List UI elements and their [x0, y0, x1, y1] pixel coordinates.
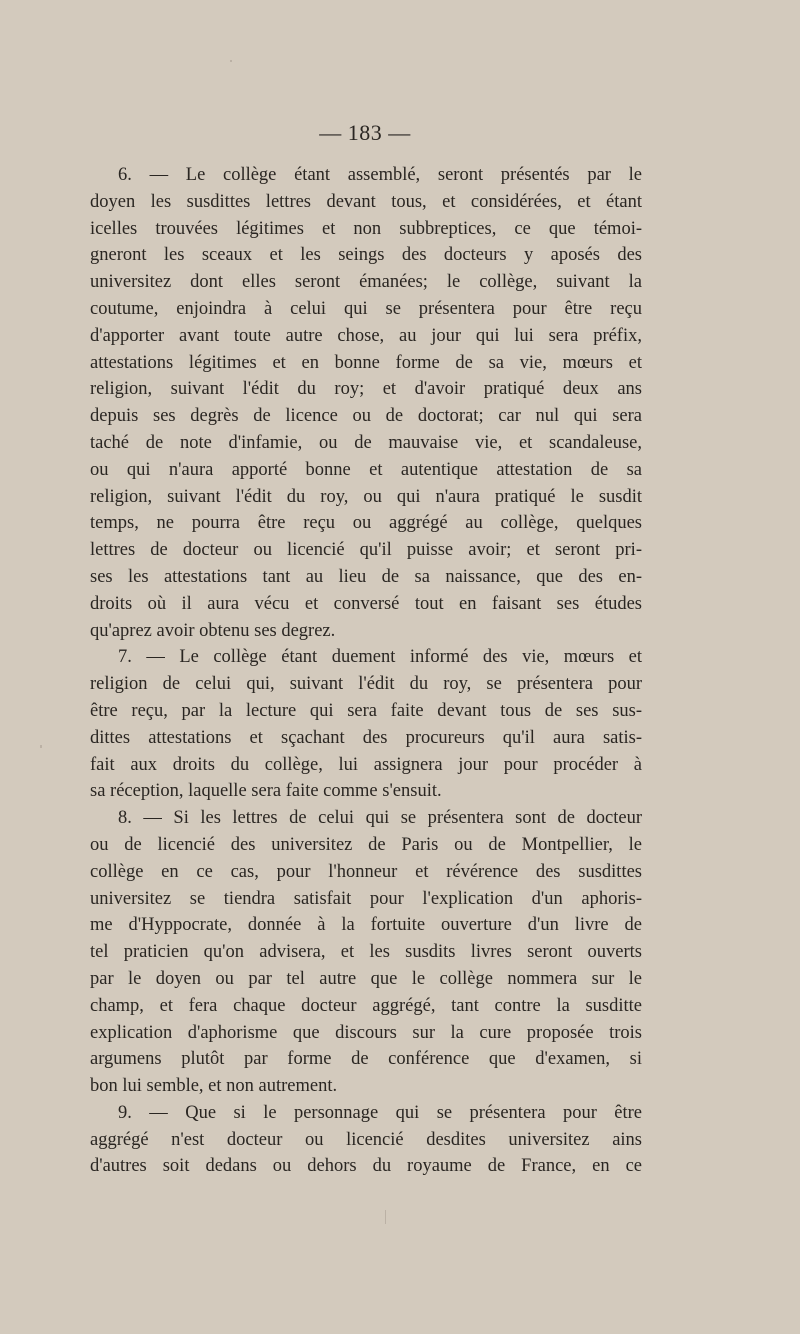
text-line: champ, et fera chaque docteur aggrégé, tant contre la susditte: [90, 995, 642, 1016]
text-line: attestations légitimes et en bonne forme de sa vie, mœurs et: [90, 352, 642, 373]
text-line: aggrégé n'est docteur ou licencié desdites universitez ains: [90, 1129, 642, 1150]
paragraph-first-line: 6. — Le collège étant assemblé, seront présentés par le: [118, 165, 642, 185]
text-line: ses les attestations tant au lieu de sa naissance, que des en-: [90, 566, 642, 587]
text-line: universitez dont elles seront émanées; le collège, suivant la: [90, 272, 642, 293]
text-line: qu'aprez avoir obtenu ses degrez.: [90, 620, 336, 641]
text-line: tel praticien qu'on advisera, et les susdits livres seront ouverts: [90, 942, 642, 963]
text-line: sa réception, laquelle sera faite comme s'ensuit.: [90, 781, 442, 802]
paragraph-first-line: 8. — Si les lettres de celui qui se présentera sont de docteur: [118, 808, 642, 829]
text-line: ou qui n'aura apporté bonne et autentique attestation de sa: [90, 459, 642, 480]
text-line: universitez se tiendra satisfait pour l'explication d'un aphoris-: [90, 888, 642, 909]
text-line: par le doyen ou par tel autre que le collège nommera sur le: [90, 968, 642, 989]
text-line: religion de celui qui, suivant l'édit du roy, se présentera pour: [90, 674, 642, 695]
text-line: religion, suivant l'édit du roy; et d'avoir pratiqué deux ans: [90, 379, 642, 400]
text-line: gneront les sceaux et les seings des docteurs y aposés des: [90, 245, 642, 266]
text-line: explication d'aphorisme que discours sur la cure proposée trois: [90, 1022, 642, 1043]
text-line: d'autres soit dedans ou dehors du royaume de France, en ce: [90, 1156, 642, 1177]
text-line: dittes attestations et sçachant des procureurs qu'il aura satis-: [90, 727, 642, 748]
text-line: taché de note d'infamie, ou de mauvaise vie, et scandaleuse,: [90, 432, 642, 453]
paper-speck: [230, 60, 232, 62]
paragraph-first-line: 7. — Le collège étant duement informé des vie, mœurs et: [118, 647, 642, 668]
body-text: [90, 162, 642, 1180]
text-line: bon lui semble, et non autrement.: [90, 1076, 338, 1097]
text-line: depuis ses degrès de licence ou de doctorat; car nul qui sera: [90, 406, 642, 427]
text-line: droits où il aura vécu et conversé tout en faisant ses études: [90, 593, 642, 614]
text-line: argumens plutôt par forme de conférence que d'examen, si: [90, 1049, 642, 1070]
text-line: icelles trouvées légitimes et non subbreptices, ce que témoi-: [90, 218, 642, 239]
text-line: fait aux droits du collège, lui assignera jour pour procéder à: [90, 754, 642, 775]
text-line: me d'Hyppocrate, donnée à la fortuite ouverture d'un livre de: [90, 915, 642, 936]
text-line: lettres de docteur ou licencié qu'il puisse avoir; et seront pri-: [90, 540, 642, 561]
text-line: d'apporter avant toute autre chose, au jour qui lui sera préfix,: [90, 325, 642, 346]
paragraph-first-line: 9. — Que si le personnage qui se présentera pour être: [118, 1102, 642, 1123]
page-number: — 183 —: [319, 120, 411, 145]
text-line: être reçu, par la lecture qui sera faite devant tous de ses sus-: [90, 700, 642, 721]
text-line: doyen les susdittes lettres devant tous, et considérées, et étant: [90, 191, 642, 212]
text-line: collège en ce cas, pour l'honneur et révérence des susdittes: [90, 861, 642, 882]
text-line: coutume, enjoindra à celui qui se présentera pour être reçu: [90, 298, 642, 319]
paper-speck: [40, 745, 42, 748]
paper-speck: [385, 1210, 386, 1224]
text-line: religion, suivant l'édit du roy, ou qui n'aura pratiqué le susdit: [90, 486, 642, 507]
text-line: temps, ne pourra être reçu ou aggrégé au collège, quelques: [90, 513, 642, 534]
text-line: ou de licencié des universitez de Paris ou de Montpellier, le: [90, 834, 642, 855]
